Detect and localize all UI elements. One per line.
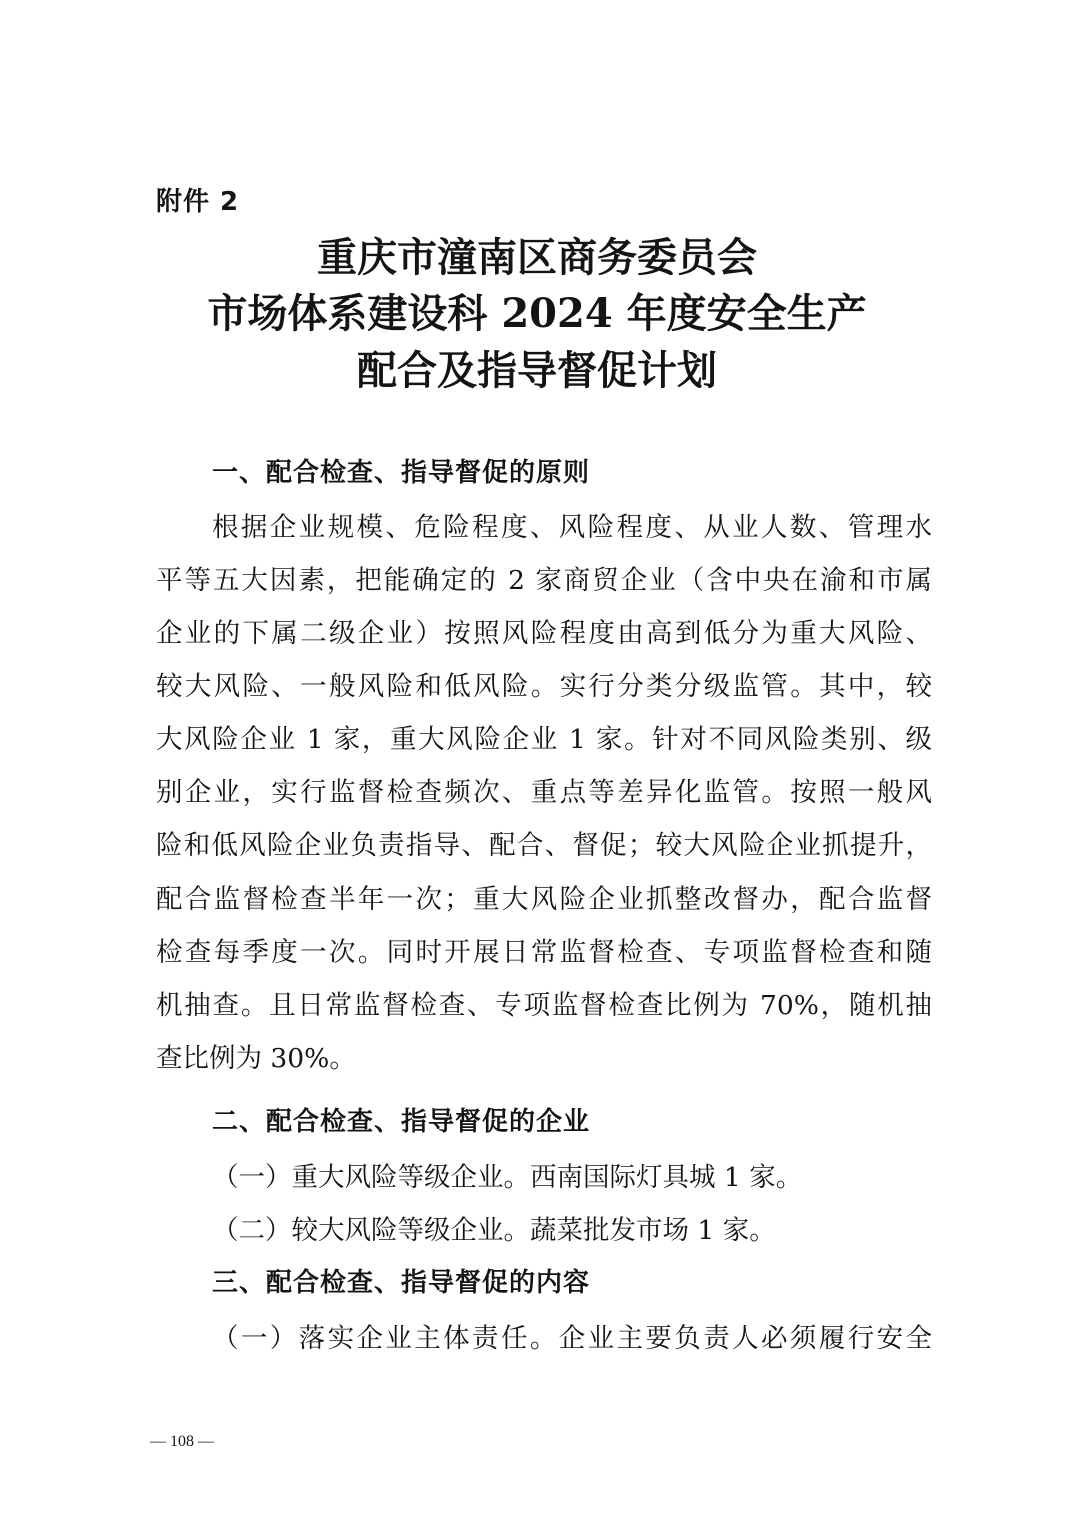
title-line-2: 市场体系建设科 2024 年度安全生产: [207, 290, 867, 337]
paragraph-line: 平等五大因素，把能确定的 2 家商贸企业（含中央在渝和市属: [156, 565, 932, 596]
paragraph-line: 较大风险、一般风险和低风险。实行分类分级监管。其中，较: [156, 671, 932, 702]
list-item: （一）重大风险等级企业。西南国际灯具城 1 家。: [212, 1162, 803, 1193]
section-3-heading: 三、配合检查、指导督促的内容: [212, 1268, 591, 1298]
paragraph-line: （一）落实企业主体责任。企业主要负责人必须履行安全: [212, 1323, 932, 1354]
paragraph-line: 险和低风险企业负责指导、配合、督促；较大风险企业抓提升，: [156, 830, 932, 861]
section-1-heading: 一、配合检查、指导督促的原则: [212, 458, 591, 488]
paragraph-line: 机抽查。且日常监督检查、专项监督检查比例为 70%，随机抽: [156, 990, 932, 1021]
paragraph-line: 大风险企业 1 家，重大风险企业 1 家。针对不同风险类别、级: [156, 724, 932, 755]
title-line-3: 配合及指导督促计划: [357, 347, 717, 394]
page-number: — 108 —: [150, 1433, 214, 1450]
paragraph-line: 查比例为 30%。: [156, 1043, 356, 1074]
attachment-label: 附件 2: [156, 187, 240, 217]
paragraph-line: 企业的下属二级企业）按照风险程度由高到低分为重大风险、: [156, 618, 932, 649]
section-2-heading: 二、配合检查、指导督促的企业: [212, 1107, 591, 1137]
paragraph-line: 检查每季度一次。同时开展日常监督检查、专项监督检查和随: [156, 937, 932, 968]
list-item: （二）较大风险等级企业。蔬菜批发市场 1 家。: [212, 1215, 776, 1246]
paragraph-line: 根据企业规模、危险程度、风险程度、从业人数、管理水: [212, 512, 932, 543]
paragraph-line: 配合监督检查半年一次；重大风险企业抓整改督办，配合监督: [156, 884, 932, 915]
paragraph-line: 别企业，实行监督检查频次、重点等差异化监管。按照一般风: [156, 777, 932, 808]
title-line-1: 重庆市潼南区商务委员会: [317, 234, 757, 281]
